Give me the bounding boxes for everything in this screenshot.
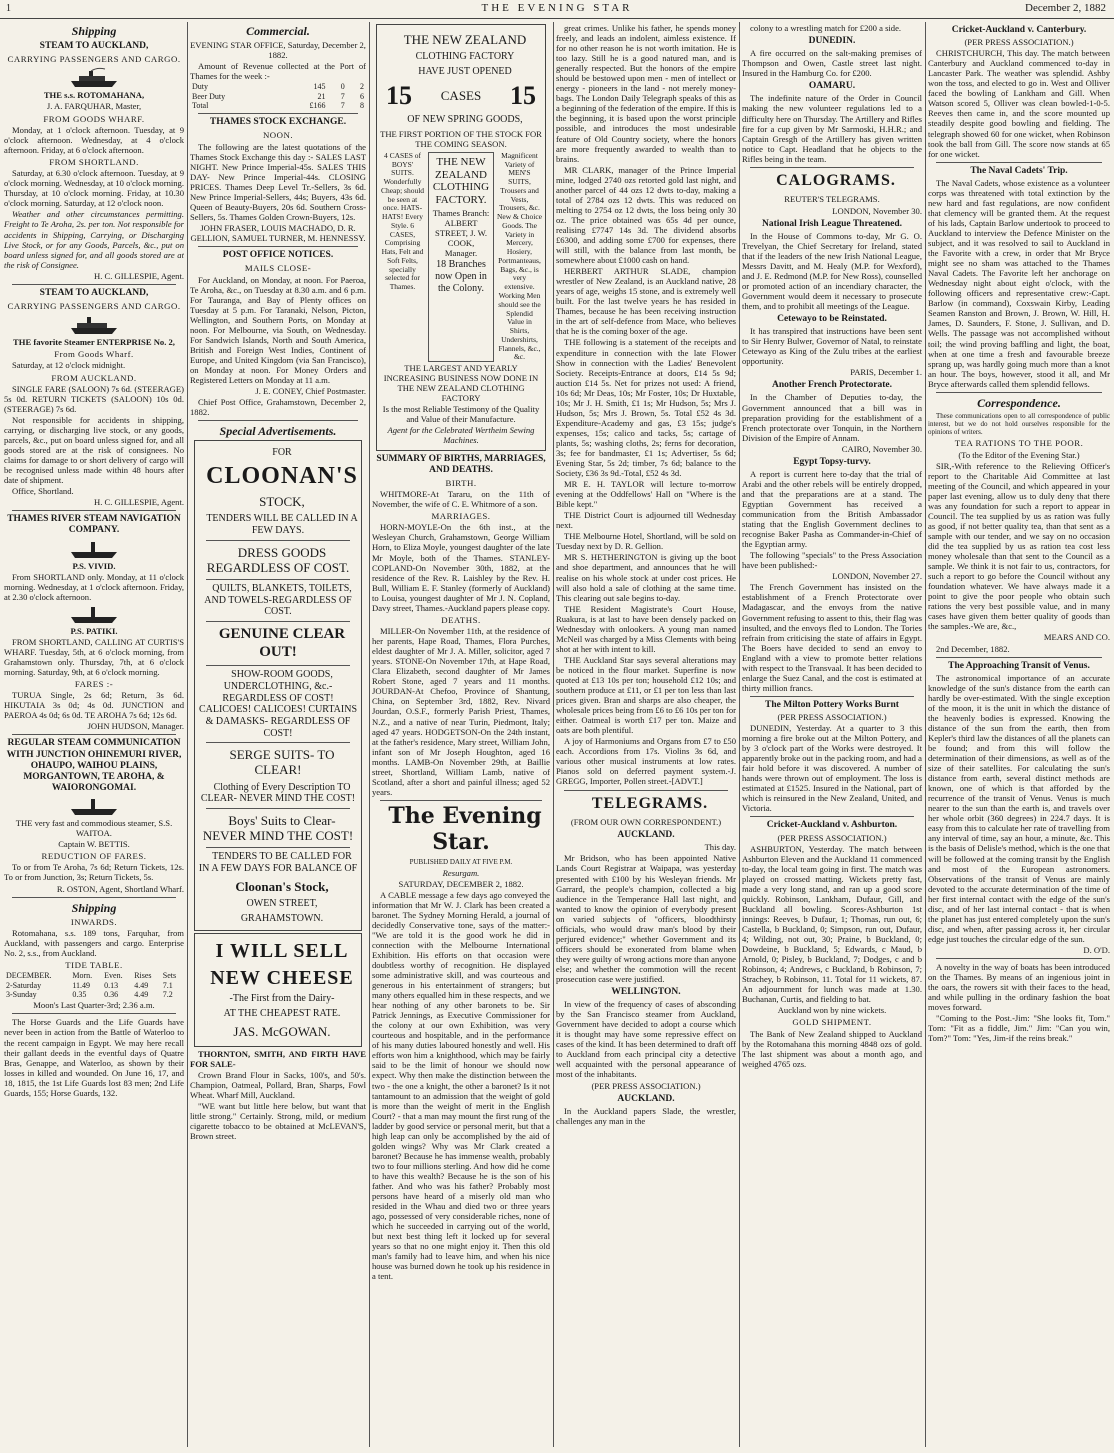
article-headline: POST OFFICE NOTICES.: [222, 250, 334, 261]
news-paragraph: THE following is a statement of the receipts and expenditure in connection with the late Flower Show in connection with the Ladies' Benevolent Society. Receipts-Entrance at doors, £14 5s 9d; auction £14 5s. Net for prizes not used: A friend, 10s 6d; Mr Deas, 10s; Mr Foster, 10s; Dr Huxtable, 10s; Mr J. H. Smith, £1 1s; Mr Hudson, 5s; Mrs J. Hudson, 5s; Mrs J. Brown, 5s. Total £52 4s 3d. Expenditure-Academy and gas, £3 15s; judge's expenses, 15s; calico and tacks, 5s; cartage of plants, 5s; washing cloths, 2s; ferns for decoration, 3s; fee for bandmaster, £1 1s; Advertiser, 5s 6d; Evening Star, 5s 2d; timber, 7s 6d; balance to the Society, £36 3s 9d.-Total, £52 4s 3d.: [556, 337, 736, 479]
byline: (PER PRESS ASSOCIATION.): [591, 1080, 701, 1091]
article-paragraph: Amount of Revenue collected at the Port of Thames for the week :-: [190, 61, 366, 82]
editorial-paragraph: great crimes. Unlike his father, he spends money freely, and leads an indolent, aimless existence. If for no other reason he is not worth imitation. He is too lazy. Still he is a good natured man, and is generally respected. But the honors of the empire should be bestowed upon men - men of intellect or energy - pioneers in the land - not merely money-bags. The London Daily Telegraph speaks of this as a beginning of the federation of the empire. If this is the beginning, it is based upon the worst principle possible, and introduces the most undesirable feature of Old Country society, where the honors are more frequently awarded to wealth than to brains.: [556, 23, 736, 164]
steamship-icon: [69, 604, 119, 624]
news-paragraph: The Naval Cadets, whose existence as a volunteer corps was threatened with total extinction by the new hard and fast regulations, are now confident that clemency will be granted them. At the request of his lads, Captain Barlow undertook to proceed to Auckland to interview the Defence Minister on the subject, and it was resolved to sail to Auckland in the Favorite with a crew, in order that Mr Bryce might see no sham was attached to the Thames Naval Cadets. The Favorite left her anchorage on Wednesday night about eight o'clock, with the following officers and representative crew:-Capt. Barlow (in command), Coxswain Kirby, Leading Seamen Ranston and Brown, J. Brown, W. Hill, H. James, D. Saunders, F. Stone, J. Sullivan, and D. Wells. The passage was not accomplished without toil; the wind proving baffling and light, the boat, when at one time a fresh and favourable breeze sprang up, was hardly going much more than a knot an hour. The boys, however, stood it all, and Mr Bryce afterwards called them splendid fellows.: [928, 177, 1110, 389]
agent-signature: H. C. GILLESPIE, Agent.: [94, 270, 184, 281]
news-paragraph: THE Auckland Star says several alterations may be noticed in the flour market. Superfine is now quoted at £13 10s per ton; household £12 10s; and southern produce at £11, or £1 per ton less than last prices given. Bran and sharps are also cheaper, the wholesale prices being from £6 to £6 10s per ton for either. Oatmeal is worth £17 per ton. Maize and oats are both plentiful.: [556, 654, 736, 736]
ad-text: HAVE JUST OPENED: [418, 65, 512, 77]
dateline: Chief Post Office, Grahamstown, December 2, 1882.: [190, 397, 366, 418]
issue-date-line: SATURDAY, DECEMBER 2, 1882.: [398, 878, 524, 889]
dateline-place: WELLINGTON.: [611, 987, 681, 998]
moon-phase: Moon's Last Quarter-3rd; 2.36 a.m.: [33, 1000, 155, 1011]
section-heading: Shipping: [71, 900, 117, 915]
byline: (PER PRESS ASSOCIATION.): [777, 712, 887, 723]
news-paragraph: A report is current here to-day that the trial of Arabi and the other rebels will be entirely dropped, and that the preparations are at a stand. The Egyptian Government has received a communication from the British Ambassador stating that the English Government declines to recognise Baker Pasha as Commander-in-Chief of the Egyptian army.: [742, 468, 922, 550]
ad-text: STOCK,: [259, 494, 305, 509]
shipping-news: Rotomahana, s.s. 189 tons, Farquhar, from Auckland, with passengers and cargo. Enterprise No. 2, s.s., from Auckland.: [4, 927, 184, 958]
ad-headline: THE NEW ZEALAND CLOTHING FACTORY.: [432, 155, 490, 207]
schedule: Saturday, at 6.30 o'clock afternoon. Tuesday, at 9 o'clock morning. Wednesday, at 10 o'clock morning. Thursday, at 10 o'clock morning. Friday, at 10.30 o'clock morning. Saturday, at 12 o'clock noon.: [4, 168, 184, 209]
ad-text: JAS. McGOWAN.: [233, 1023, 331, 1039]
vessel-name: THE favorite Steamer ENTERPRISE No. 2,: [13, 337, 175, 348]
table-cell: 4.49: [134, 990, 149, 1000]
ad-headline: THORNTON, SMITH, AND FIRTH HAVE FOR SALE-: [190, 1048, 366, 1069]
news-paragraph: In view of the frequency of cases of absconding by the San Francisco steamer from Auckland, Government have decided to adopt a course which it is thought may have some repressive effect on cases of the kind. It has been determined to draft off to Auckland from each principal city a detective well acquainted with the personal appearance of most of the inhabitants.: [556, 999, 736, 1080]
ad-title: THAMES RIVER STEAM NAVIGATION COMPANY.: [7, 514, 181, 536]
ad-headline: CLOTHING FACTORY: [415, 51, 515, 63]
news-paragraph: In the Auckland papers Slade, the wrestler, challenges any man in the: [556, 1105, 736, 1126]
agent-signature: H. C. GILLESPIE, Agent.: [94, 497, 184, 508]
news-paragraph: THE Resident Magistrate's Court House, Ruakura, is at last to have been densely packed on Wednesday with onlookers. A young man named McNeil was charged by a Miss Clements with being shot at her with intent to kill.: [556, 603, 736, 654]
vessel-name: THE very fast and commodious steamer, S.S. WAITOA.: [15, 818, 173, 839]
ad-title: STEAM TO AUCKLAND,: [39, 41, 149, 52]
tide-table-title: TIDE TABLE.: [65, 960, 123, 971]
table-cell: 6: [360, 91, 364, 101]
motto: Resurgam.: [442, 867, 480, 878]
column-editorial: [372, 22, 550, 1447]
article-headline: The Milton Pottery Works Burnt: [765, 699, 899, 710]
ad-text: THE FIRST PORTION OF THE STOCK FOR THE COMING SEASON.: [380, 128, 542, 149]
cheese-advert: [194, 933, 362, 1046]
subheading: GOLD SHIPMENT.: [792, 1017, 872, 1028]
section-heading: Special Advertisements.: [219, 424, 337, 439]
ad-text: OWEN STREET,: [246, 898, 318, 910]
table-cell: Total: [192, 100, 209, 110]
table-cell: 7: [340, 100, 345, 110]
fares: SINGLE FARE (SALOON) 7s 6d. (STEERAGE) 5s 0d. RETURN TICKETS (SALOON) 10s 0d. (STEERAGE) 7s 6d.: [4, 383, 184, 414]
signature: MEARS AND CO.: [1043, 632, 1110, 643]
column-rule: [369, 22, 370, 1447]
table-cell: 3-Sunday: [6, 990, 37, 1000]
table-cell: Duty: [192, 82, 208, 92]
article-headline: National Irish League Threatened.: [761, 218, 903, 229]
table-header: Rises: [134, 971, 152, 981]
dateline-place: AUCKLAND.: [617, 830, 675, 841]
dateline-place: OAMARU.: [808, 81, 856, 92]
subheading: MAILS CLOSE-: [244, 263, 312, 274]
paper-name: THE EVENING STAR: [481, 2, 633, 14]
ad-text: QUILTS, BLANKETS, TOILETS, AND TOWELS-REGARDLESS OF COST.: [204, 582, 352, 618]
ad-column: Magnificent Variety of MEN'S SUITS, Trousers and Vests, Trousers, &c. New & Choice Goods. The Variety in Mercery, Hosiery, Portmanteaus, Bags, &c., is very extensive. Working Men should see the Splendid Value in Shirts, Undershirts, Flannels, &c., &c.: [497, 150, 542, 362]
column-cables: [742, 22, 922, 1447]
ad-text: 18 Branches now Open in the Colony.: [435, 259, 487, 294]
table-header: DECEMBER.: [6, 971, 52, 981]
ad-text: OF NEW SPRING GOODS,: [407, 113, 523, 125]
vessel-name: THE s.s. ROTOMAHANA,: [43, 90, 145, 101]
schedule: Saturday, at 12 o'clock midnight.: [12, 360, 126, 371]
tide-table: [4, 971, 184, 999]
ad-text: Is the most Reliable Testimony of the Quality and Value of their Manufacture.: [382, 404, 540, 425]
fares-heading: REDUCTION OF FARES.: [41, 851, 147, 862]
news-paragraph: Mr Bridson, who has been appointed Native Lands Court Registrar at Waipapa, was yesterday presented with £100 by his Wesleyan friends. Mr Garrard, the people's champion, collected a big audience in the Temperance Hall last night, and wanted to know the opinion of everybody present on varied subjects of "officers, bloodthirsty officials, who would draw man's blood by their perjured evidence;" whether Government and its officers should be exonerated from blame when they were guilty of wrong actions more than anyone else; and whether the commotion will the recent prosecution case were justified.: [556, 853, 736, 984]
ad-text: "WE want but little here below, but want that little strong." Certainly. Strong, mild, or medium cigarette tobacco to be obtained at McLEVAN'S, Brown street.: [190, 1101, 366, 1142]
departure-point: FROM GOODS WHARF.: [43, 113, 145, 124]
table-cell: Beer Duty: [192, 91, 226, 101]
ad-text: CASES: [440, 88, 482, 104]
dateline: LONDON, November 27.: [832, 571, 922, 582]
clothing-factory-advert: [376, 24, 546, 451]
cloonan-advert: [194, 440, 362, 931]
result-line: Auckland won by nine wickets.: [777, 1005, 887, 1016]
fares-heading: FARES :-: [74, 678, 114, 689]
table-row: [190, 101, 366, 110]
ad-text: Thames Branch: ALBERT STREET, J. W. COOK, Manager.: [432, 208, 490, 259]
byline: REUTER'S TELEGRAMS.: [784, 194, 880, 205]
table-header: Morn.: [72, 971, 93, 981]
article-headline: Egypt Topsy-turvy.: [793, 456, 871, 467]
news-paragraph: colony to a wrestling match for £200 a side.: [750, 23, 902, 33]
publication-note: PUBLISHED DAILY AT FIVE P.M.: [409, 858, 513, 867]
ad-center: [428, 152, 494, 362]
column-rule: [739, 22, 740, 1447]
office: Office, Shortland.: [12, 486, 74, 497]
ad-text: Clothing of Every Description TO CLEAR- NEVER MIND THE COST!: [200, 781, 356, 805]
ad-text: GENUINE CLEAR OUT!: [218, 626, 346, 660]
masthead: [0, 0, 1114, 19]
dateline: PARIS, December 1.: [850, 367, 922, 378]
ad-subtitle: CARRYING PASSENGERS AND CARGO.: [7, 54, 181, 65]
notice-paragraph: MILLER-On November 11th, at the residence of her parents, Hape Road, Thames, Flora Purches, eldest daughter of Mr J. A. Miller, solicitor, aged 7 years. STONE-On November 17th, at Hape Road, Clara Elizabeth, second daughter of Mr James Robert Stone, aged 7 years and 11 months. JOURDAN-At Chefoo, Province of Shantung, China, on September 3rd, 1882, Rev. Nivard Jourdan, O.S.F., formerly Parish Priest, Thames, N.Z., and a native of near Turin, Piedmont, Italy; aged 47 years. HODGETSON-On the 24th instant, at the father's residence, Mary street, William John, infant son of Mr Joseph Houghton, aged 16 months. LAMB-On November 29th, at Baillie street, Shortland, William Lamb, native of Scotland, after a short and painful illness; aged 52 years.: [372, 626, 550, 797]
newspaper-title: The Evening Star.: [388, 802, 542, 855]
ad-headline: CLOONAN'S: [206, 462, 358, 489]
fares: TURUA Single, 2s 6d; Return, 3s 6d. HIKUTAIA 3s 0d; 4s 0d. JUNCTION and PAEROA 4s 0d; 6s 0d. TE AROHA 7s 6d; 12s 6d.: [4, 690, 184, 721]
article-paragraph: For Auckland, on Monday, at noon. For Paeroa, Te Aroha, &c., on Tuesday at 8.30 a.m. and 6 p.m. For Tauranga, and Bay of Plenty offices on Tuesday at 5 p.m. For Taranaki, Nelson, Picton, Wellington, and Southern Ports, on Monday at noon. For Melbourne, via South, on Wednesday. For Sandwich Islands, North and South America, British and Foreign West Indies, Continent of Europe, and United Kingdom (via San Francisco), on Monday at noon. For Money Orders and Registered Letters on Monday at 11 a.m.: [190, 274, 366, 386]
news-paragraph: The Bank of New Zealand shipped to Auckland by the Rotomahana this morning 4848 ozs of gold. The last shipment was about a month ago, and weighed 4765 ozs.: [742, 1028, 922, 1069]
table-header: Sets: [162, 971, 177, 981]
table-cell: 2: [360, 82, 364, 92]
news-paragraph: HERBERT ARTHUR SLADE, champion wrestler of New Zealand, is an Auckland native, 28 years of age, weighs 15 stone, and is extremely well built. For the last twelve years he has resided in Thames, because he has been receiving instruction in the art of self-defence from Mace, who believes that he is the coming boxer of the age.: [556, 266, 736, 337]
issue-date: December 2, 1882: [1025, 2, 1106, 14]
article-headline: The Naval Cadets' Trip.: [970, 165, 1068, 176]
ad-title: STEAM TO AUCKLAND,: [39, 287, 149, 298]
notice: Not responsible for accidents in shipping, carrying, or discharging live stock, or any goods, parcels, &c., put on board unless signed for, and all goods stored are at the risk of consignees. No claims for damage to or short delivery of cargo will be recognised unless made within 48 hours after date of shipment.: [4, 414, 184, 486]
ad-text: AT THE CHEAPEST RATE.: [223, 1007, 341, 1019]
steamship-icon: [69, 539, 119, 559]
article-headline: The Approaching Transit of Venus.: [948, 660, 1090, 671]
case-count: 15: [386, 80, 412, 110]
vessel-name: P.S. PATIKI.: [70, 625, 118, 636]
byline: (FROM OUR OWN CORRESPONDENT.): [570, 817, 722, 828]
table-cell: 7: [340, 91, 345, 101]
table-cell: 0.35: [72, 990, 87, 1000]
editorial-note: These communications open to all correspondence of public interest, but we do not hold ourselves responsible for the opinions of writers.: [928, 411, 1110, 437]
ad-text: DRESS GOODS REGARDLESS OF COST.: [206, 544, 350, 575]
schedule: FROM SHORTLAND, CALLING AT CURTIS'S WHARF. Tuesday, 5th, at 6 o'clock morning, from Grahamstown only. Thursday, 7th, at 6 o'clock morning. Saturday, 9th, at 6 o'clock morning.: [4, 636, 184, 677]
table-row: [4, 990, 184, 999]
table-cell: 8: [360, 100, 364, 110]
departure-point: FROM SHORTLAND.: [49, 156, 139, 167]
table-header: Even.: [104, 971, 123, 981]
table-cell: 2-Saturday: [6, 980, 42, 990]
ad-text: TENDERS WILL BE CALLED IN A FEW DAYS.: [206, 513, 358, 536]
news-paragraph: The following "specials" to the Press Association have been published:-: [742, 550, 922, 571]
case-count: 15: [510, 80, 536, 110]
byline: (PER PRESS ASSOCIATION.): [964, 37, 1074, 48]
news-paragraph: DUNEDIN, Yesterday. At a quarter to 3 this morning a fire broke out at the Milton Pottery, and by 3 o'clock part of the Works were destroyed. It apparently broke out in the packing room, and had a fair hold before it was discovered. A number of hands were thrown out of employment. The loss is estimated at £1525. Insured in the National, part of which is reinsured in the New Zealand, United, and Victoria.: [742, 723, 922, 814]
news-paragraph: CHRISTCHURCH, This day. The match between Canterbury and Auckland commenced to-day in Lancaster Park. The weather was splendid. Ashby won the toss, and elected to go in. West and Olliver faced the bowling of Lankham and Gill. When Watson scored 5, Olliver was clean bowled-1-0-5. Reeves then came in, and the score mounted up steadily despite good bowling and fielding. The telegraph showed 60 for one wicket, when Robinson took the ball from Gill. The score now stands at 65 for one wicket.: [928, 48, 1110, 159]
dateline: CAIRO, November 30.: [841, 443, 922, 454]
column-rule: [553, 22, 554, 1447]
news-paragraph: MR CLARK, manager of the Prince Imperial mine, lodged 2740 ozs retorted gold last night, and another parcel of 44 ozs 12 dwts to-day, making a total of 2784 ozs 12 dwts. This was reduced on melting to 2754 oz 12 dwts, the loss being only 30 oz. The price obtained was 65s 4d per ounce, realising £7747 14s 3d. The dividend absorbs £6300, and adding some £700 for expenses, there will still, with the balance from last month, be somewhere about £1000 cash on hand.: [556, 164, 736, 266]
ad-headline: NEW CHEESE: [210, 966, 354, 989]
section-heading: Shipping: [71, 24, 117, 38]
dateline: LONDON, November 30.: [832, 205, 922, 216]
news-paragraph: It has transpired that instructions have been sent to Sir Henry Bulwer, Governor of Natal, to reinstate Cetewayo as King of the Zulu tribes at the earliest opportunity.: [742, 326, 922, 367]
editorial-paragraph: A CABLE message a few days ago conveyed the information that Mr W. J. Clark has been created a baronet. The Sydney Morning Herald, a journal of decidedly Conservative tone, says of the matter:- "We are told it is the good work he did in connection with the Melbourne International Exhibition. His efforts on that occasion were doubtless worthy of recognition. He displayed some administrative skill, and was courteous and generous in his entertainment of strangers; but many others equalled him in these respects, and we hear nothing of any other baronets to be. Sir Patrick Jennings, as Executive Commissioner for the colony at our own Exhibition, was very courteous and hospitable, and in the performance of his many duties laboured honestly and well. His efforts won him a knighthood, which may be fairly said to be the limit of honour we should now expect. Why then make the distinction between the two - the one a knight, the other a baronet? Is it not tantamount to an admission that the weight of gold is more than the weight of merit in the English Court? - that a man may mount the first rung of the ladder by good service or personal merit, but that a high leap can only be accomplished by the aid of golden wings? Why was Mr Clark created a baronet? Because he has immense wealth, probably two to four millions sterling. And how did he come to have this wealth? Because he is the son of his father. And who was his father? Probably most persons have heard of a miserly old man who resided in the Whau and died two or three years ago, possessed of very considerable riches, none of which he succeeded in carrying out of the world, but next best thing left it locked up for several years so that no one might enjoy it. Then this old man's family had to leave him, and when his nice house was burned down he took up his residence in a tent.: [372, 889, 550, 1282]
signature: J. E. CONEY, Chief Postmaster.: [255, 386, 366, 397]
broker-names: JOHN FRASER, LOUIS MACHADO, D. R. GELLION, SAMUEL TURNER, M. HENNESSY.: [190, 223, 366, 244]
vessel-captain: Captain W. BETTIS.: [58, 839, 130, 850]
news-paragraph: The indefinite nature of the Order in Council making the new volunteer regulations led to a difficulty here on Thursday. The Artillery and Rifles fire for a cup given by Mr Sarmoski, H.H.R.; and Captain Gresgh of the Artillery has given written notice to Capt. Headland that he objects to the Rifles being in the team.: [742, 93, 922, 164]
notice: Weather and other circumstances permitting. Freight to Te Aroha, 2s. per ton. Not responsible for accidents in Shipping, Carrying, or Discharging Live Stock, or for any Goods, Parcels, &c., put on board unless signed for, and all goods stored are at the risk of Consignee.: [4, 209, 184, 270]
table-row: [190, 92, 366, 101]
news-paragraph: "Coming to the Post.-Jim: "She looks fit, Tom." Tom: "Fit as a fiddle, Jim." Jim: "Can you win, Tom?" Tom: "Yes, Jim-if the reins break.": [928, 1013, 1110, 1044]
article-headline: Cricket-Auckland v. Ashburton.: [766, 820, 898, 831]
telegrams-heading: TELEGRAMS.: [591, 794, 709, 812]
article-headline: Cetewayo to be Reinstated.: [777, 314, 887, 325]
office-dateline: EVENING STAR OFFICE, Saturday, December 2, 1882.: [190, 40, 366, 61]
steamship-icon: [69, 796, 119, 816]
table-cell: 11.49: [72, 980, 91, 990]
page-number: 1: [6, 3, 11, 14]
column-commercial: [190, 22, 366, 1447]
news-paragraph: A joy of Harmoniums and Organs from £7 to £50 each. Accordions from 17s. Violins 3s 6d, and various other musical instruments at low rates. Pianos sold on deferred payment system.-J. GREGG, Importer, Pollen street.-[ADVT.]: [556, 736, 736, 787]
ad-text: SHOW-ROOM GOODS, UNDERCLOTHING, &c.- REGARDLESS OF COST! CALICOES! CALICOES! CURTAINS & DAMASKS- REGARDLESS OF COST!: [198, 669, 358, 739]
news-paragraph: THE Melbourne Hotel, Shortland, will be sold on Tuesday next by D. R. Gellion.: [556, 531, 736, 552]
section-heading: Commercial.: [246, 24, 310, 38]
news-paragraph: A novelty in the way of boats has been introduced on the Thames. By means of an ingenious joint in the oars, the rowers sit with their faces to the head, and while pulling in the ordinary fashion the boat moves forward.: [928, 962, 1110, 1013]
column-rule: [187, 22, 188, 1447]
column-rule: [925, 22, 926, 1447]
subheading: INWARDS.: [70, 916, 118, 927]
steamship-icon: [69, 66, 119, 88]
dateline-place: DUNEDIN.: [808, 36, 856, 47]
subheading: DEATHS.: [441, 614, 481, 625]
letter-paragraph: SIR,-With reference to the Relieving Officer's report to the Charitable Aid Committee at last meeting of the Council, and which appeared in your paper last evening, allow us to duly deny that there was any foundation for such a report to appear in Council. The tea supplied by us as ration was fully as good, if not better quality tea, than that sent as a sample with our tender, and we say on no occasion did the tea supplied by us as ration tea cost less money wholesale than that sent to the Council as a sample. We think it is not fair to us, contractors, for such a report to go before the Council without any foundation whatever. We have always made it a point to give the poor people who obtain such rations the very best possible value, and in many cases have given them better quality of goods than the samples.-We are, &c.,: [928, 460, 1110, 632]
news-paragraph: The French Government has insisted on the establishment of a French Protectorate over Madagascar, and the envoys from the native Government refusing to assent to this, their flag was insulted, and the envoys fled to London. The Tories refrain from criticising the state of affairs in Egypt. The Boers have decided to send an envoy to England with a view to promote better relations with respect to the Transvaal. It has been decided to enlarge the Suez Canal, and the cost is estimated at thirty million francs.: [742, 582, 922, 693]
ad-text: -The First from the Dairy-: [229, 993, 335, 1005]
column-news: [556, 22, 736, 1447]
ad-text: TENDERS TO BE CALLED FOR IN A FEW DAYS FOR BALANCE OF: [198, 851, 358, 875]
table-cell: 0.13: [104, 980, 119, 990]
revenue-table: [190, 82, 366, 110]
ad-text: Crown Brand Flour in Sacks, 100's, and 50's. Champion, Oatmeal, Pollard, Bran, Sharps, Fowl Wheat. Wharf Mill, Auckland.: [190, 1069, 366, 1100]
subheading: BIRTH.: [445, 477, 477, 488]
news-paragraph: In the Chamber of Deputies to-day, the Government announced that a bill was in preparation providing for the establishment of a French protectorate over Tonquin, in the Northern Division of the Empire of Annam.: [742, 392, 922, 443]
letter-address: (To the Editor of the Evening Star.): [958, 449, 1080, 460]
vessel-name: P.S. VIVID.: [72, 560, 116, 571]
table-cell: £166: [309, 100, 326, 110]
schedule: From SHORTLAND only. Monday, at 11 o'clock morning. Wednesday, at 1 o'clock afternoon. Friday, at 2.30 o'clock afternoon.: [4, 571, 184, 602]
article-headline: Cricket-Auckland v. Canterbury.: [951, 25, 1087, 35]
dateline-time: This day.: [704, 842, 736, 853]
ad-text: THE LARGEST AND YEARLY INCREASING BUSINESS NOW DONE IN THE NEW ZEALAND CLOTHING FACTORY: [383, 363, 539, 404]
letter-title: TEA RATIONS TO THE POOR.: [954, 438, 1084, 449]
agent-signature: JOHN HUDSON, Manager.: [87, 721, 184, 732]
article-paragraph: The following are the latest quotations of the Thames Stock Exchange this day :- SALES LAST NIGHT. New Prince Imperial-45s. SALES THIS DAY- New Prince Imperial-44s. CLOSING PRICES. Thames Deep Level Tr.-Sellers, 3s 6d. New Prince Imperial-Sellers, 44s; Buyers, 43s 6d. Queen of Beauty-Buyers, 20s 6d. Southern Cross-Sellers, 5s. Thames Golden Crown-Buyers, 12s.: [190, 141, 366, 223]
signature: D. O'D.: [1083, 944, 1110, 955]
column-shipping: [4, 22, 184, 1447]
table-cell: 7.2: [162, 990, 173, 1000]
cablegrams-heading: CALOGRAMS.: [776, 171, 896, 189]
ad-text: Cloonan's Stock,: [235, 878, 329, 894]
notice-paragraph: HORN-MOYLE-On the 6th inst., at the Wesleyan Church, Grahamstown, George William Horn, to Eliza Moyle, youngest daughter of the late Mr Moyle, both of the Thames. STANLEY-COPLAND-On November 30th, 1882, at the residence of the Rev. R. Laishley by the Rev. H. Bull, William E. F. Stanley (formerly of Auckland) to Louisa, youngest daughter of Mr J. N. Copland, Davy street, Thames.-Auckland papers please copy.: [372, 522, 550, 613]
ad-subtitle: CARRYING PASSENGERS AND CARGO.: [7, 300, 181, 311]
news-paragraph: MR E. H. TAYLOR will lecture to-morrow evening at the Oddfellows' Hall on "Where is the Bible kept.": [556, 479, 736, 510]
ad-headline: I WILL SELL: [215, 940, 349, 963]
column-correspondence: [928, 22, 1110, 1447]
table-cell: 0: [340, 82, 345, 92]
article-headline: Another French Protectorate.: [771, 380, 893, 391]
departure-point: FROM AUCKLAND.: [51, 372, 137, 383]
news-paragraph: THE District Court is adjourned till Wednesday next.: [556, 510, 736, 531]
table-cell: 21: [317, 91, 326, 101]
table-row: [190, 82, 366, 91]
notice-paragraph: WHITMORE-At Tararu, on the 11th of November, the wife of C. E. Whitmore of a son.: [372, 489, 550, 510]
ad-headline: THE NEW ZEALAND: [403, 32, 527, 47]
article-paragraph: The astronomical importance of an accurate knowledge of the sun's distance from the earth can hardly be over-estimated. With the single exception of the moon, it is the unit in which the distance of the heavenly bodies is expressed. Knowing the distance of the sun from the earth, then from Kepler's third law the distances of all the planets can be found; and from this will follow the determination of their dimensions, as well as of the size of their satellites. For calculating the sun's distance from earth, several distinct methods are known, one of which is that afforded by the recurrence of the transit of Venus. Venus is much nearer to the sun than the earth is, and travels over her whole orbit (360 degrees) in 224.7 days. It is easy from this to calculate her rate of travelling from any interval of time, say an hour, a minute, &c. This is the basis of Delisle's method, which is the one that will be followed at the coming transit by the English and most of the European astronomers. Observations of the transit of Venus are mainly devoted to the accurate determination of the time of her first internal contact with the edge of the sun's disc, and of her last internal contact - that is when the planet has just entered completely upon the sun's disc, and when, after passing across it, her circular edge just touches the circular edge of the sun.: [928, 672, 1110, 944]
table-row: [4, 981, 184, 990]
steamship-icon: [69, 313, 119, 335]
table-cell: 7.1: [162, 980, 173, 990]
ad-text: GRAHAMSTOWN.: [240, 912, 324, 924]
section-heading: Correspondence.: [977, 395, 1061, 410]
article-paragraph: The Horse Guards and the Life Guards have never been in action from the Battle of Waterloo to the recent campaign in Egypt. We may here recall their gallant deeds in the eventful days of Quatre Bras, Genappe, and Waterloo, as shown by their losses in killed and wounded. On June 16, 17, and 18, 1815, the 1st Life Guards lost 83 men; 2nd Life Guards, 155; Horse Guards, 132.: [4, 1017, 184, 1098]
dateline: 2nd December, 1882.: [936, 643, 1010, 654]
departure-point: From Goods Wharf.: [54, 349, 134, 360]
subheading: NOON.: [262, 130, 294, 141]
agent-signature: R. OSTON, Agent, Shortland Wharf.: [56, 883, 184, 894]
ad-text: Boys' Suits to Clear- NEVER MIND THE COST!: [202, 813, 354, 844]
news-paragraph: In the House of Commons to-day, Mr G. O. Trevelyan, the Chief Secretary for Ireland, stated that if the leaders of the new Irish National League, Messrs Davitt, and M. Healy (M.P. for Wexford), and J. E. Redmond (M.P. for New Ross), counselled or promoted action of an incendiary character, the Government would deem it necessary to prosecute them, and to prohibit all meetings of the League.: [742, 230, 922, 311]
news-paragraph: MR S. HETHERINGTON is giving up the boot and shoe department, and announces that he will realise on his whole stock at under cost prices. He will also hold a sale of clothing at the same time. This clearing out sale begins to-day.: [556, 552, 736, 603]
ad-text: SERGE SUITS- TO CLEAR!: [229, 747, 335, 778]
news-paragraph: A fire occurred on the salt-making premises of Thompson and Owen, Castle street last night. Insured in the Hamburg Co. for £200.: [742, 48, 922, 79]
table-cell: 0.36: [104, 990, 119, 1000]
ad-text: FOR: [272, 447, 292, 459]
schedule: Monday, at 1 o'clock afternoon. Tuesday, at 9 o'clock afternoon. Wednesday, at 4 o'clock afternoon. Friday, at 6 o'clock afternoon.: [4, 124, 184, 155]
article-headline: SUMMARY OF BIRTHS, MARRIAGES, AND DEATHS.: [376, 453, 546, 475]
table-cell: 145: [313, 82, 326, 92]
ad-title: REGULAR STEAM COMMUNICATION WITH JUNCTION OHINEMURI RIVER, OHAUPO, WAIHOU PLAINS, MORGANTOWN, TE AROHA, & WAIORONGOMAI.: [6, 738, 182, 793]
article-headline: THAMES STOCK EXCHANGE.: [209, 117, 347, 128]
byline: (PER PRESS ASSOCIATION.): [777, 832, 887, 843]
table-cell: 4.49: [134, 980, 149, 990]
ad-text: Agent for the Celebrated Wertheim Sewing Machines.: [387, 425, 535, 446]
ad-column: 4 CASES of BOYS' SUITS. Wonderfully Cheap; should be seen at once. HATS-HATS! Every Style. 6 CASES, Comprising Hats, Felt and Soft Felts, specially selected for Thames.: [380, 150, 425, 292]
dateline-place: AUCKLAND.: [617, 1093, 675, 1104]
subheading: MARRIAGES.: [431, 511, 491, 522]
vessel-master: J. A. FARQUHAR, Master,: [46, 101, 142, 112]
news-paragraph: ASHBURTON, Yesterday. The match between Ashburton Eleven and the Auckland 11 commenced to-day, the local team going in first. The match was played on crossed matting. Wickets pretty fast, made a very long stand, and ran up a good score quickly. Robinson, Lankham, Dufaur, Gill, and Buckland all bowling. Scores-Ashburton 1st innings: Reeves, b Dufaur, 1; Thomas, run out, 6; Castella, b Buckland, 0; Simpson, run out, Dufaur, 4; Wilding, not out, 30; Praine, b Buckland, 0; Dowdeine, b Buckland, 5; Edwards, c Maud, b Arnold, 0; Pisley, b Buckland, 7; Dodges, c and b Robinson, 4; Andrews, c Buckland, b Robinson, 7; Strachey, b Robinson, 11. Total for 11 wickets, 87. An adjournment for lunch was made at 1.30. Buchanan, Curtis, and fielding to bat.: [742, 843, 922, 1005]
fares: To or from Te Aroha, 7s 6d; Return Tickets, 12s. To or from Junction, 3s; Return Tickets, 5s.: [4, 862, 184, 883]
